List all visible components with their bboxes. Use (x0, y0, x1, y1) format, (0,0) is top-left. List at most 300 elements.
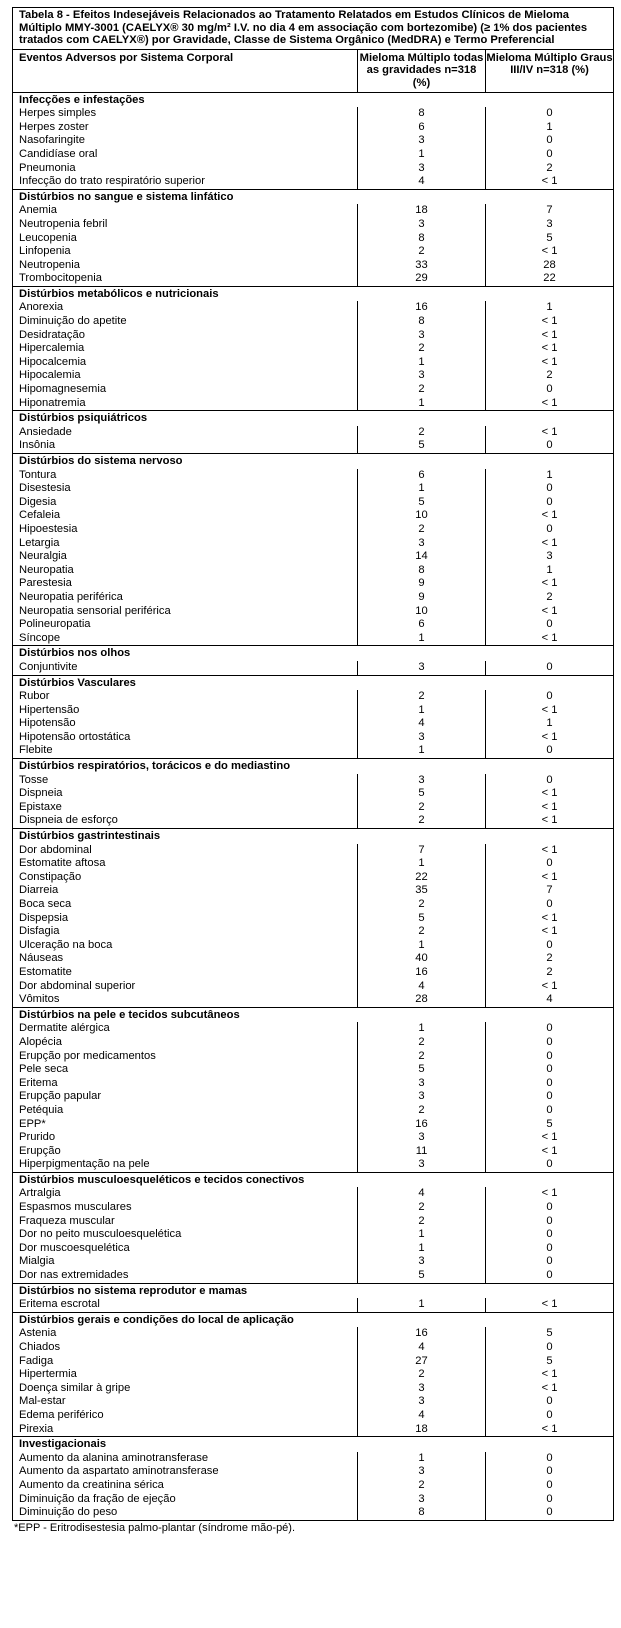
table-row (13, 717, 614, 731)
grade-3-4-value: < 1 (486, 1187, 614, 1201)
event-name: Edema periférico (13, 1409, 358, 1423)
event-name: Ulceração na boca (13, 939, 358, 953)
table-row (13, 1145, 614, 1159)
grade-3-4-value: < 1 (486, 245, 614, 259)
footnote: *EPP - Eritrodisestesia palmo-plantar (síndrome mão-pé). (14, 1521, 296, 1534)
grade-3-4-value: 0 (486, 134, 614, 148)
category-heading: Distúrbios gastrintestinais (13, 829, 614, 844)
table-row (13, 1187, 614, 1201)
grade-3-4-value: 0 (486, 661, 614, 675)
grade-3-4-value: < 1 (486, 871, 614, 885)
table-row (13, 1228, 614, 1242)
table-row (13, 1063, 614, 1077)
all-grades-value: 5 (358, 496, 486, 510)
all-grades-value: 1 (358, 632, 486, 646)
event-name: Hipomagnesemia (13, 383, 358, 397)
table-row (13, 204, 614, 218)
table-row (13, 175, 614, 189)
all-grades-value: 2 (358, 690, 486, 704)
grade-3-4-value: < 1 (486, 1423, 614, 1437)
grade-3-4-value: < 1 (486, 844, 614, 858)
grade-3-4-value: 0 (486, 1506, 614, 1520)
grade-3-4-value: 0 (486, 1255, 614, 1269)
grade-3-4-value: 0 (486, 1493, 614, 1507)
table-row (13, 329, 614, 343)
category-row (13, 1007, 614, 1022)
grade-3-4-value: 0 (486, 1201, 614, 1215)
grade-3-4-value: 3 (486, 218, 614, 232)
grade-3-4-value: < 1 (486, 426, 614, 440)
all-grades-value: 1 (358, 939, 486, 953)
table-row (13, 704, 614, 718)
table-caption-row (13, 8, 614, 50)
event-name: Parestesia (13, 577, 358, 591)
table-row (13, 1104, 614, 1118)
grade-3-4-value: 0 (486, 1409, 614, 1423)
table-row (13, 482, 614, 496)
adverse-events-table-container (12, 7, 613, 1534)
all-grades-value: 3 (358, 1077, 486, 1091)
all-grades-value: 1 (358, 744, 486, 758)
event-name: Fraqueza muscular (13, 1215, 358, 1229)
grade-3-4-value: 0 (486, 383, 614, 397)
event-name: Mal-estar (13, 1395, 358, 1409)
all-grades-value: 3 (358, 162, 486, 176)
table-row (13, 301, 614, 315)
event-name: Cefaleia (13, 509, 358, 523)
grade-3-4-value: 4 (486, 993, 614, 1007)
all-grades-value: 3 (358, 774, 486, 788)
grade-3-4-value: 2 (486, 162, 614, 176)
event-name: Epistaxe (13, 801, 358, 815)
header-all-grades: Mieloma Múltiplo todas as gravidades n=318 (%) (358, 49, 486, 92)
all-grades-value: 2 (358, 925, 486, 939)
event-name: Anorexia (13, 301, 358, 315)
event-name: Mialgia (13, 1255, 358, 1269)
all-grades-value: 1 (358, 1452, 486, 1466)
table-row (13, 369, 614, 383)
table-row (13, 232, 614, 246)
event-name: Prurido (13, 1131, 358, 1145)
event-name: Diminuição do peso (13, 1506, 358, 1520)
table-row (13, 1368, 614, 1382)
event-name: Letargia (13, 537, 358, 551)
event-name: Digesia (13, 496, 358, 510)
grade-3-4-value: 0 (486, 1158, 614, 1172)
event-name: Tosse (13, 774, 358, 788)
grade-3-4-value: 0 (486, 496, 614, 510)
event-name: Neuralgia (13, 550, 358, 564)
event-name: Hipoestesia (13, 523, 358, 537)
all-grades-value: 2 (358, 245, 486, 259)
table-row (13, 509, 614, 523)
grade-3-4-value: < 1 (486, 342, 614, 356)
event-name: Hipercalemia (13, 342, 358, 356)
event-name: Astenia (13, 1327, 358, 1341)
category-heading: Distúrbios respiratórios, torácicos e do mediastino (13, 759, 614, 774)
grade-3-4-value: 5 (486, 1355, 614, 1369)
table-row (13, 1423, 614, 1437)
event-name: Dor abdominal (13, 844, 358, 858)
event-name: Eritema escrotal (13, 1298, 358, 1312)
table-row (13, 925, 614, 939)
table-row (13, 605, 614, 619)
event-name: Flebite (13, 744, 358, 758)
grade-3-4-value: 0 (486, 774, 614, 788)
all-grades-value: 2 (358, 898, 486, 912)
table-row (13, 1269, 614, 1283)
all-grades-value: 27 (358, 1355, 486, 1369)
table-row (13, 1327, 614, 1341)
all-grades-value: 2 (358, 814, 486, 828)
all-grades-value: 3 (358, 1255, 486, 1269)
table-row (13, 496, 614, 510)
table-row (13, 690, 614, 704)
category-heading: Infecções e infestações (13, 92, 614, 107)
event-name: Fadiga (13, 1355, 358, 1369)
event-name: Neuropatia (13, 564, 358, 578)
table-row (13, 1409, 614, 1423)
table-row (13, 550, 614, 564)
grade-3-4-value: 0 (486, 523, 614, 537)
table-row (13, 564, 614, 578)
grade-3-4-value: < 1 (486, 912, 614, 926)
all-grades-value: 35 (358, 884, 486, 898)
grade-3-4-value: < 1 (486, 787, 614, 801)
all-grades-value: 8 (358, 232, 486, 246)
event-name: Estomatite (13, 966, 358, 980)
table-row (13, 1022, 614, 1036)
grade-3-4-value: 2 (486, 966, 614, 980)
event-name: Doença similar à gripe (13, 1382, 358, 1396)
category-row (13, 1172, 614, 1187)
event-name: Conjuntivite (13, 661, 358, 675)
event-name: Vômitos (13, 993, 358, 1007)
grade-3-4-value: 0 (486, 1479, 614, 1493)
grade-3-4-value: < 1 (486, 1298, 614, 1312)
grade-3-4-value: 7 (486, 204, 614, 218)
all-grades-value: 1 (358, 148, 486, 162)
event-name: Ansiedade (13, 426, 358, 440)
grade-3-4-value: < 1 (486, 980, 614, 994)
grade-3-4-value: 0 (486, 939, 614, 953)
event-name: Eritema (13, 1077, 358, 1091)
event-name: Pirexia (13, 1423, 358, 1437)
table-row (13, 1382, 614, 1396)
all-grades-value: 1 (358, 482, 486, 496)
all-grades-value: 29 (358, 272, 486, 286)
grade-3-4-value: < 1 (486, 537, 614, 551)
table-row (13, 537, 614, 551)
grade-3-4-value: 0 (486, 1465, 614, 1479)
all-grades-value: 5 (358, 912, 486, 926)
event-name: Herpes simples (13, 107, 358, 121)
event-name: Anemia (13, 204, 358, 218)
grade-3-4-value: < 1 (486, 315, 614, 329)
table-row (13, 1090, 614, 1104)
all-grades-value: 3 (358, 1395, 486, 1409)
adverse-events-table (12, 7, 614, 1521)
all-grades-value: 2 (358, 1479, 486, 1493)
grade-3-4-value: 0 (486, 1050, 614, 1064)
all-grades-value: 16 (358, 966, 486, 980)
table-row (13, 980, 614, 994)
table-row (13, 787, 614, 801)
table-row (13, 898, 614, 912)
table-row (13, 1201, 614, 1215)
event-name: Chiados (13, 1341, 358, 1355)
all-grades-value: 1 (358, 1298, 486, 1312)
all-grades-value: 4 (358, 1409, 486, 1423)
all-grades-value: 3 (358, 1493, 486, 1507)
table-row (13, 1298, 614, 1312)
table-row (13, 1479, 614, 1493)
table-row (13, 1395, 614, 1409)
table-row (13, 218, 614, 232)
all-grades-value: 2 (358, 1050, 486, 1064)
all-grades-value: 7 (358, 844, 486, 858)
event-name: Disfagia (13, 925, 358, 939)
table-row (13, 1036, 614, 1050)
grade-3-4-value: < 1 (486, 509, 614, 523)
event-name: Hipocalcemia (13, 356, 358, 370)
table-row (13, 993, 614, 1007)
table-row (13, 107, 614, 121)
grade-3-4-value: 28 (486, 259, 614, 273)
all-grades-value: 6 (358, 618, 486, 632)
grade-3-4-value: 0 (486, 857, 614, 871)
all-grades-value: 2 (358, 1104, 486, 1118)
all-grades-value: 33 (358, 259, 486, 273)
all-grades-value: 3 (358, 1382, 486, 1396)
event-name: Nasofaringite (13, 134, 358, 148)
grade-3-4-value: < 1 (486, 356, 614, 370)
category-heading: Distúrbios no sistema reprodutor e mamas (13, 1283, 614, 1298)
event-name: Alopécia (13, 1036, 358, 1050)
table-row (13, 591, 614, 605)
all-grades-value: 1 (358, 397, 486, 411)
grade-3-4-value: 2 (486, 952, 614, 966)
all-grades-value: 2 (358, 426, 486, 440)
grade-3-4-value: < 1 (486, 605, 614, 619)
all-grades-value: 1 (358, 1022, 486, 1036)
table-row (13, 162, 614, 176)
event-name: Dispneia de esforço (13, 814, 358, 828)
category-heading: Distúrbios do sistema nervoso (13, 454, 614, 469)
table-row (13, 1050, 614, 1064)
all-grades-value: 18 (358, 204, 486, 218)
grade-3-4-value: 0 (486, 1090, 614, 1104)
event-name: Síncope (13, 632, 358, 646)
grade-3-4-value: < 1 (486, 175, 614, 189)
category-row (13, 411, 614, 426)
table-row (13, 814, 614, 828)
all-grades-value: 3 (358, 1465, 486, 1479)
grade-3-4-value: < 1 (486, 397, 614, 411)
all-grades-value: 4 (358, 980, 486, 994)
category-heading: Distúrbios no sangue e sistema linfático (13, 189, 614, 204)
event-name: Hipertermia (13, 1368, 358, 1382)
all-grades-value: 3 (358, 731, 486, 745)
event-name: Desidratação (13, 329, 358, 343)
table-row (13, 1215, 614, 1229)
table-row (13, 469, 614, 483)
all-grades-value: 10 (358, 605, 486, 619)
table-row (13, 952, 614, 966)
event-name: Infecção do trato respiratório superior (13, 175, 358, 189)
grade-3-4-value: 2 (486, 369, 614, 383)
grade-3-4-value: < 1 (486, 731, 614, 745)
table-row (13, 383, 614, 397)
all-grades-value: 4 (358, 1187, 486, 1201)
all-grades-value: 4 (358, 1341, 486, 1355)
event-name: Aumento da aspartato aminotransferase (13, 1465, 358, 1479)
event-name: Aumento da alanina aminotransferase (13, 1452, 358, 1466)
event-name: Neuropatia periférica (13, 591, 358, 605)
category-heading: Distúrbios Vasculares (13, 675, 614, 690)
grade-3-4-value: 7 (486, 884, 614, 898)
category-row (13, 189, 614, 204)
all-grades-value: 5 (358, 439, 486, 453)
grade-3-4-value: 0 (486, 1341, 614, 1355)
grade-3-4-value: 0 (486, 1022, 614, 1036)
event-name: Hiponatremia (13, 397, 358, 411)
all-grades-value: 9 (358, 577, 486, 591)
all-grades-value: 2 (358, 1036, 486, 1050)
category-row (13, 829, 614, 844)
event-name: Estomatite aftosa (13, 857, 358, 871)
category-heading: Distúrbios musculoesqueléticos e tecidos conectivos (13, 1172, 614, 1187)
grade-3-4-value: < 1 (486, 801, 614, 815)
table-row (13, 397, 614, 411)
all-grades-value: 3 (358, 369, 486, 383)
all-grades-value: 1 (358, 704, 486, 718)
all-grades-value: 1 (358, 1228, 486, 1242)
table-caption: Tabela 8 - Efeitos Indesejáveis Relacionados ao Tratamento Relatados em Estudos Clínicos de Mieloma Múltiplo MMY-3001 (CAELYX® 30 mg/m² I.V. no dia 4 em associação com bortezomibe) (≥ 1% dos pacientes tratados com CAELYX®) por Gravidade, Classe de Sistema Orgânico (MedDRA) e Termo Preferencial (13, 8, 614, 50)
grade-3-4-value: 5 (486, 1327, 614, 1341)
table-row (13, 121, 614, 135)
grade-3-4-value: 2 (486, 591, 614, 605)
all-grades-value: 6 (358, 469, 486, 483)
table-header-row (13, 49, 614, 92)
event-name: Dor muscoesquelética (13, 1242, 358, 1256)
table-row (13, 426, 614, 440)
table-row (13, 966, 614, 980)
table-row (13, 731, 614, 745)
grade-3-4-value: < 1 (486, 1145, 614, 1159)
event-name: Dor abdominal superior (13, 980, 358, 994)
grade-3-4-value: < 1 (486, 1368, 614, 1382)
event-name: Leucopenia (13, 232, 358, 246)
table-row (13, 342, 614, 356)
grade-3-4-value: 5 (486, 1118, 614, 1132)
event-name: Constipação (13, 871, 358, 885)
all-grades-value: 5 (358, 1063, 486, 1077)
grade-3-4-value: 1 (486, 469, 614, 483)
all-grades-value: 2 (358, 383, 486, 397)
table-body (13, 92, 614, 1520)
event-name: Dor no peito musculoesquelética (13, 1228, 358, 1242)
event-name: Rubor (13, 690, 358, 704)
table-row (13, 523, 614, 537)
all-grades-value: 3 (358, 661, 486, 675)
event-name: Hipotensão (13, 717, 358, 731)
table-row (13, 1242, 614, 1256)
event-name: Petéquia (13, 1104, 358, 1118)
category-row (13, 92, 614, 107)
category-row (13, 646, 614, 661)
all-grades-value: 3 (358, 1090, 486, 1104)
all-grades-value: 5 (358, 787, 486, 801)
grade-3-4-value: 0 (486, 439, 614, 453)
event-name: Neuropatia sensorial periférica (13, 605, 358, 619)
table-row (13, 801, 614, 815)
event-name: Diarreia (13, 884, 358, 898)
grade-3-4-value: < 1 (486, 329, 614, 343)
grade-3-4-value: < 1 (486, 704, 614, 718)
event-name: Disestesia (13, 482, 358, 496)
category-row (13, 454, 614, 469)
table-row (13, 939, 614, 953)
table-row (13, 1131, 614, 1145)
table-row (13, 1452, 614, 1466)
category-heading: Distúrbios na pele e tecidos subcutâneos (13, 1007, 614, 1022)
all-grades-value: 1 (358, 356, 486, 370)
all-grades-value: 8 (358, 1506, 486, 1520)
table-row (13, 148, 614, 162)
category-row (13, 1437, 614, 1452)
all-grades-value: 2 (358, 523, 486, 537)
all-grades-value: 16 (358, 301, 486, 315)
event-name: Polineuropatia (13, 618, 358, 632)
all-grades-value: 16 (358, 1118, 486, 1132)
all-grades-value: 3 (358, 134, 486, 148)
grade-3-4-value: 0 (486, 148, 614, 162)
event-name: Dor nas extremidades (13, 1269, 358, 1283)
category-heading: Distúrbios metabólicos e nutricionais (13, 286, 614, 301)
table-row (13, 356, 614, 370)
event-name: Dispneia (13, 787, 358, 801)
table-row (13, 774, 614, 788)
table-row (13, 884, 614, 898)
all-grades-value: 10 (358, 509, 486, 523)
all-grades-value: 8 (358, 107, 486, 121)
category-heading: Distúrbios gerais e condições do local de aplicação (13, 1312, 614, 1327)
category-row (13, 1283, 614, 1298)
event-name: Neutropenia febril (13, 218, 358, 232)
all-grades-value: 3 (358, 329, 486, 343)
all-grades-value: 2 (358, 342, 486, 356)
category-heading: Distúrbios psiquiátricos (13, 411, 614, 426)
event-name: Tontura (13, 469, 358, 483)
grade-3-4-value: 0 (486, 1063, 614, 1077)
grade-3-4-value: 1 (486, 564, 614, 578)
event-name: Erupção (13, 1145, 358, 1159)
table-row (13, 661, 614, 675)
grade-3-4-value: 0 (486, 107, 614, 121)
event-name: Herpes zoster (13, 121, 358, 135)
event-name: Insônia (13, 439, 358, 453)
all-grades-value: 8 (358, 564, 486, 578)
all-grades-value: 9 (358, 591, 486, 605)
grade-3-4-value: 0 (486, 1395, 614, 1409)
event-name: Linfopenia (13, 245, 358, 259)
table-row (13, 744, 614, 758)
table-row (13, 1355, 614, 1369)
category-heading: Investigacionais (13, 1437, 614, 1452)
all-grades-value: 16 (358, 1327, 486, 1341)
all-grades-value: 1 (358, 1242, 486, 1256)
